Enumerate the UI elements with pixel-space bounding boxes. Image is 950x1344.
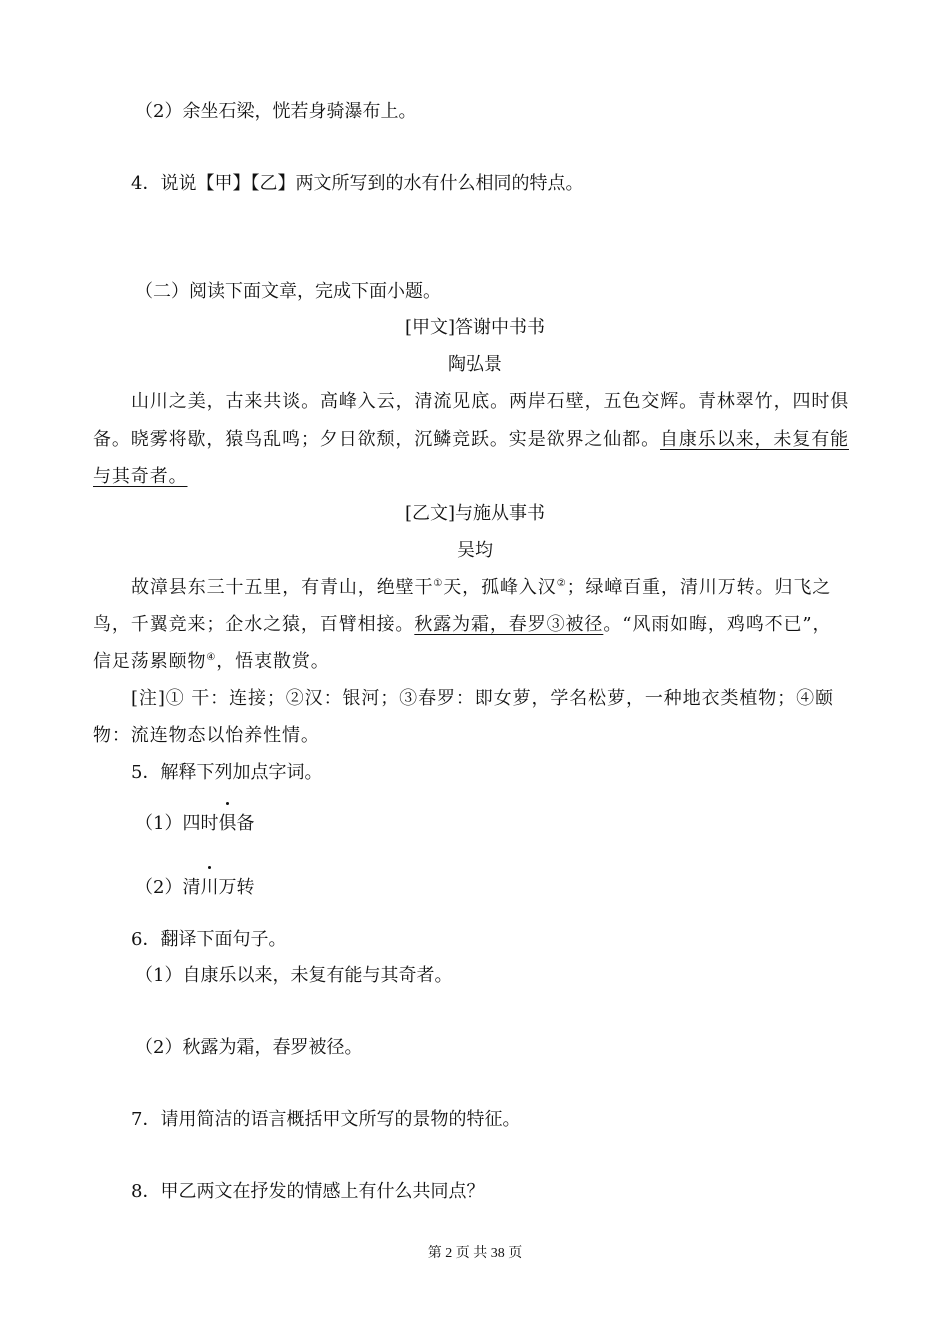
text-b-line-1-b: 天，孤峰入汉 [443, 577, 557, 598]
text-a-line-1: 山川之美，古来共谈。高峰入云，清流见底。两岸石壁，五色交辉。青林翠竹，四时俱 [131, 391, 850, 412]
text-a-title: [甲文]答谢中书书 [404, 317, 546, 338]
text-a-line-3 [93, 465, 188, 489]
text-a-underlined-sentence-part-1: 自康乐以来，未复有能 [660, 429, 849, 450]
text-b-line-2 [93, 613, 831, 637]
question-8: 8．甲乙两文在抒发的情感上有什么共同点？ [131, 1181, 485, 1202]
emphasis-dot-char-2: 川 [200, 877, 219, 898]
text-b-underlined-sentence: 秋露为霜，春罗③被径 [414, 614, 604, 635]
text-b-line-2-end: 。“风雨如晦，鸡鸣不已”， [603, 614, 832, 635]
text-b-title: [乙文]与施从事书 [404, 503, 546, 524]
notes-line-1: [注]① 干：连接；②汉：银河；③春罗：即女萝，学名松萝，一种地衣类植物；④颐 [131, 688, 834, 709]
text-b-line-1-c: ；绿嶂百重，清川万转。归飞之 [566, 577, 832, 598]
q6-sub2: （2）秋露为霜，春罗被径。 [135, 1037, 363, 1058]
q5-sub1-pre: （1）四时 [135, 813, 219, 834]
question-4: 4．说说【甲】【乙】两文所写到的水有什么相同的特点。 [131, 173, 584, 194]
q3-sub2: （2）余坐石梁，恍若身骑瀑布上。 [135, 101, 417, 122]
section-2-heading: （二）阅读下面文章，完成下面小题。 [135, 281, 441, 302]
q5-sub1-post: 备 [236, 813, 255, 834]
page-footer: 第 2 页 共 38 页 [427, 1246, 523, 1261]
text-b-line-3-b: ，悟衷散赏。 [216, 651, 330, 672]
notes-line-2: 物：流连物态以怡养性情。 [93, 725, 320, 746]
text-a-line-2 [93, 428, 849, 452]
q6-sub1: （1）自康乐以来，未复有能与其奇者。 [135, 965, 453, 986]
footnote-mark-2: ② [556, 578, 567, 589]
text-b-author: 吴均 [457, 540, 493, 561]
footnote-mark-1: ① [433, 578, 444, 589]
question-6: 6．翻译下面句子。 [131, 929, 287, 950]
text-a-line-2-plain: 备。晓雾将歇，猿鸟乱鸣；夕日欲颓，沉鳞竞跃。实是欲界之仙都。 [93, 429, 660, 450]
question-7: 7．请用简洁的语言概括甲文所写的景物的特征。 [131, 1109, 521, 1130]
q5-sub2-pre: （2）清 [135, 877, 201, 898]
question-5: 5．解释下列加点字词。 [131, 762, 323, 783]
q5-sub2-post: 万转 [218, 877, 255, 898]
text-b-line-3-a: 信足荡累颐物 [93, 651, 207, 672]
q5-sub2 [135, 876, 254, 900]
q5-sub1 [135, 812, 254, 836]
text-b-line-1-a: 故漳县东三十五里，有青山，绝壁干 [131, 577, 434, 598]
emphasis-dot-char-1: 俱 [218, 813, 237, 834]
text-b-line-1 [131, 576, 831, 600]
text-b-line-3 [93, 650, 330, 674]
text-b-line-2-plain: 鸟，千翼竞来；企水之猿，百臂相接。 [93, 614, 415, 635]
footnote-mark-4: ④ [206, 652, 217, 663]
text-a-author: 陶弘景 [448, 354, 502, 375]
text-a-underlined-sentence-part-2: 与其奇者。 [93, 466, 188, 487]
